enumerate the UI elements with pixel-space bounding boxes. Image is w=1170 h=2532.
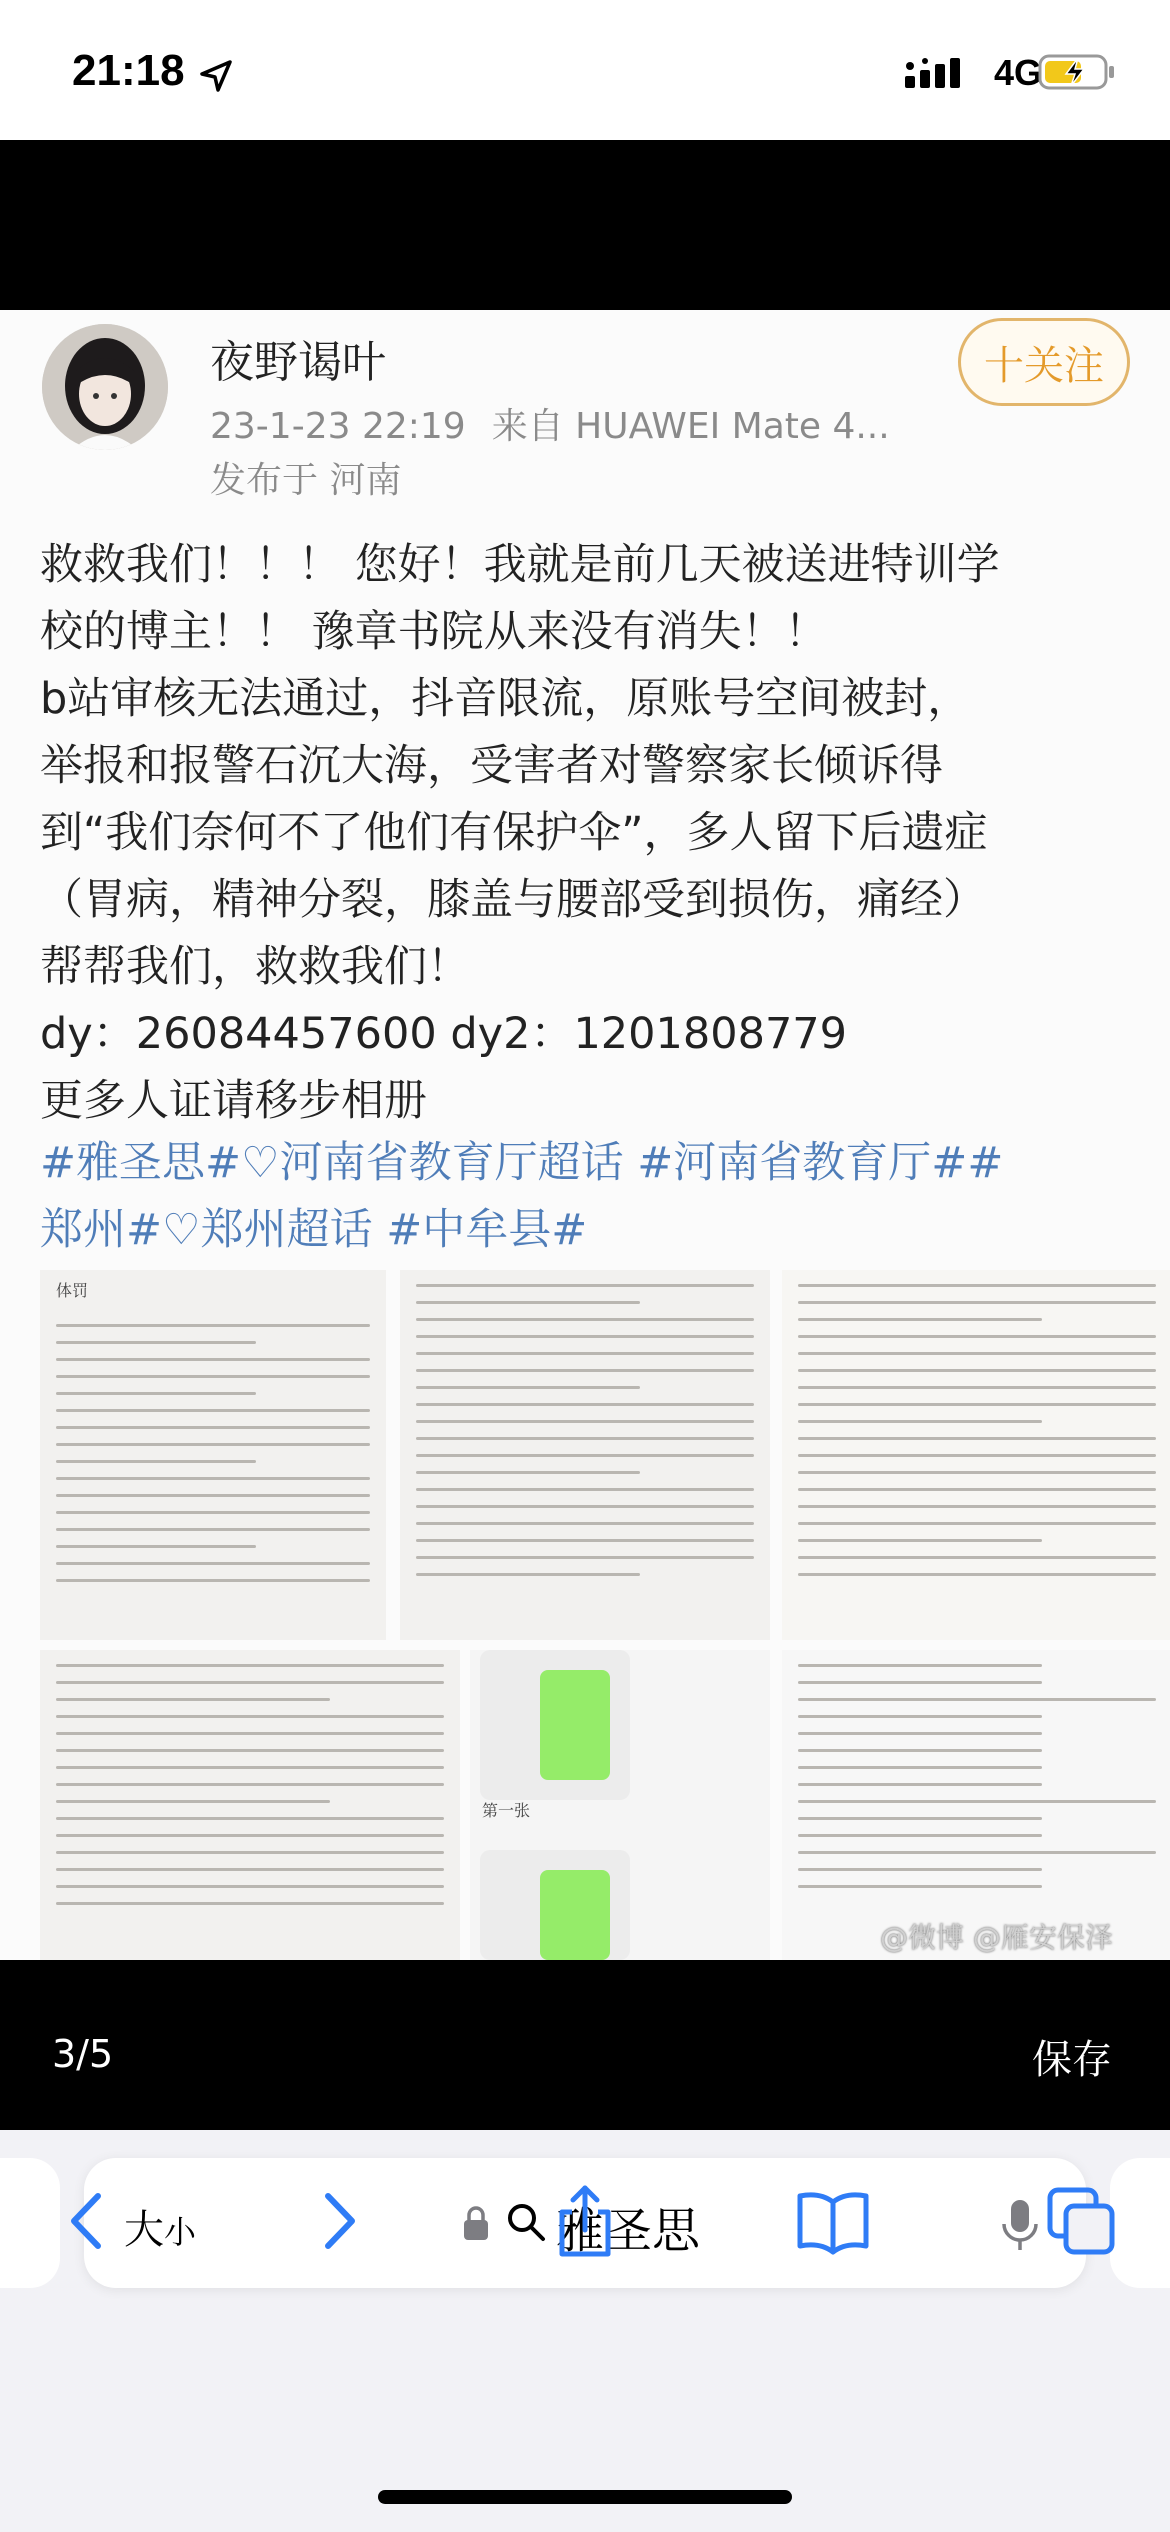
avatar [42,324,168,450]
follow-button[interactable]: 十关注 [958,318,1130,406]
aa-label: 大 [124,2207,164,2253]
post-line: 更多人证请移步相册 [40,1076,427,1126]
status-time: 21:18 [72,46,185,95]
page-settings-button[interactable] [124,2198,196,2255]
search-icon [506,2202,546,2242]
network-type: 4G [994,52,1043,93]
thumb-caption: 第一张 [482,1801,531,1820]
next-tab-preview[interactable] [1110,2158,1170,2288]
post-line: 校的博主！！ 豫章书院从来没有消失！！ [40,607,828,657]
tags-line[interactable]: #雅圣思#♡河南省教育厅超话 #河南省教育厅## [40,1138,1004,1188]
microphone-icon[interactable] [1000,2198,1040,2252]
share-icon[interactable] [548,2184,622,2258]
thumbnail-5[interactable] [470,1650,770,1960]
post-body [40,532,1130,1135]
post-line: b站审核无法通过，抖音限流，原账号空间被封， [40,674,971,724]
post-tags[interactable] [40,1130,1130,1264]
post-screenshot[interactable] [0,310,1170,1960]
post-line: 帮帮我们，救救我们！ [40,942,470,992]
post-line: 举报和报警石沉大海，受害者对警察家长倾诉得 [40,741,943,791]
chat-screenshot [480,1650,630,1800]
weibo-watermark: @微博 @雁安保泽 [880,1921,1113,1954]
post-timestamp: 23-1-23 22:19 [210,406,466,447]
back-icon[interactable] [50,2184,124,2258]
thumbnail-6[interactable] [782,1650,1170,1960]
battery-charging-icon [1038,52,1118,92]
post-line: dy：26084457600 dy2：1201808779 [40,1009,848,1059]
lock-icon [462,2204,490,2242]
author-name[interactable]: 夜野谒叶 [210,337,386,388]
post-line: 到“我们奈何不了他们有保护伞”，多人留下后遗症 [40,808,988,858]
post-meta [210,398,916,449]
bookmarks-icon[interactable] [796,2184,870,2258]
forward-icon[interactable] [302,2184,376,2258]
image-counter: 3/5 [52,2032,114,2076]
aa-small: 小 [164,2213,197,2251]
thumb-heading: 体罚 [56,1281,89,1300]
tags-line[interactable]: 郑州#♡郑州超话 #中牟县# [40,1205,588,1255]
location-arrow-icon [196,56,236,96]
status-bar [0,0,1170,140]
chat-screenshot [480,1850,630,1960]
thumbnail-2[interactable] [400,1270,770,1640]
avatar-image [42,324,168,450]
signal-bars-icon [905,58,975,88]
search-query[interactable]: 雅圣思 [556,2203,701,2259]
tabs-icon[interactable] [1044,2184,1118,2258]
post-line: 救救我们！！！ 您好！我就是前几天被送进特训学 [40,540,1000,590]
save-button[interactable]: 保存 [1032,2037,1112,2083]
post-source: 来自 HUAWEI Mate 4... [491,406,890,447]
thumbnail-4[interactable] [40,1650,460,1960]
post-location: 发布于 河南 [210,460,402,501]
thumbnail-1[interactable] [40,1270,386,1640]
image-viewer[interactable] [0,140,1170,2130]
post-line: （胃病，精神分裂，膝盖与腰部受到损伤，痛经） [40,875,986,925]
home-indicator [378,2490,792,2504]
thumbnail-3[interactable] [782,1270,1170,1640]
